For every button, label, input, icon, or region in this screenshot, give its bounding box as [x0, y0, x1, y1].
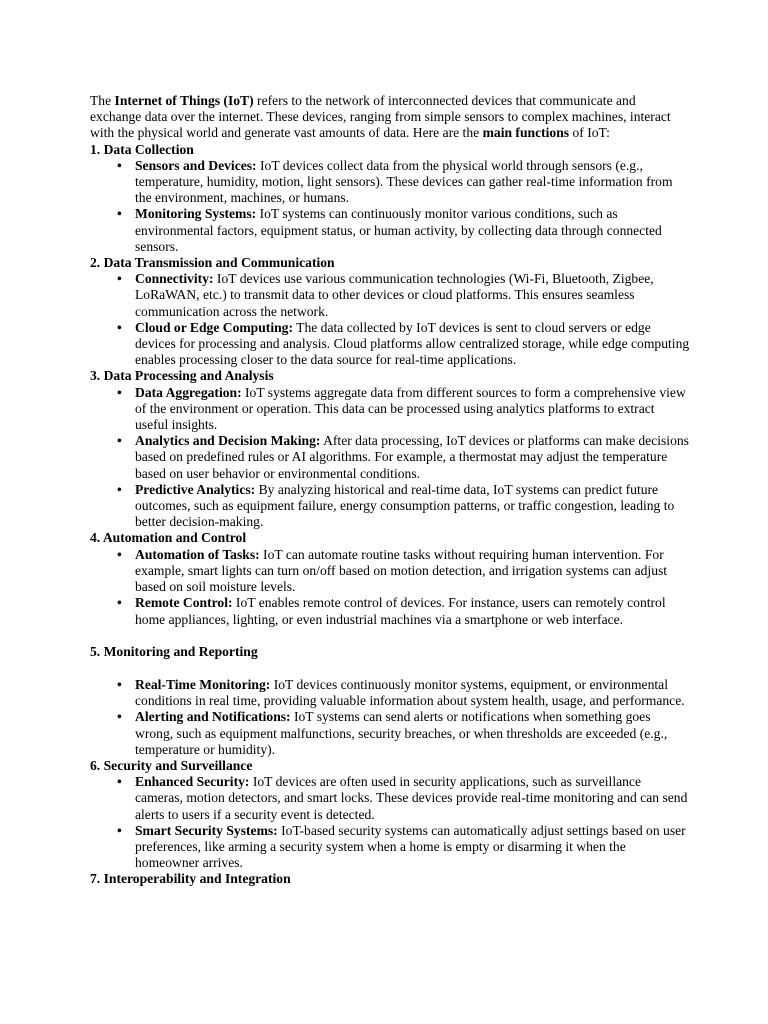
item-text: IoT devices use various communication technologies (Wi-Fi, Bluetooth, Zigbee, LoRaWAN, etc.) to transmit data to other devices or cloud platforms. This ensures seamless communication across the network. — [135, 271, 654, 319]
list-item — [90, 433, 690, 482]
intro-text: of IoT: — [569, 125, 610, 141]
bullet-icon: • — [117, 481, 122, 497]
bullet-icon: • — [117, 822, 122, 838]
bullet-icon: • — [117, 319, 122, 335]
bullet-list — [90, 547, 690, 628]
item-term: Sensors and Devices: — [135, 157, 257, 173]
item-text: IoT devices are often used in security applications, such as surveillance cameras, motion detectors, and smart locks. These devices provide real-time monitoring and can send alerts to users if a security event is detected. — [135, 774, 688, 822]
bullet-icon: • — [117, 774, 122, 790]
section-heading-data-processing: 3. Data Processing and Analysis — [90, 368, 274, 384]
item-term: Analytics and Decision Making: — [135, 433, 321, 449]
intro-text: The — [90, 93, 115, 108]
intro-term-main-functions: main functions — [482, 125, 570, 141]
bullet-list — [90, 158, 690, 255]
bullet-icon: • — [117, 546, 122, 562]
item-text: IoT devices continuously monitor systems, equipment, or environmental conditions in real time, providing valuable information about system health, usage, and performance. — [135, 676, 685, 709]
intro-text: refers to the network of interconnected devices that communicate and exchange data over the internet. These devices, ranging from simple sensors to complex machines, interact with the physical world and generate vast amounts of data. Here are the — [90, 93, 671, 141]
item-text: IoT can automate routine tasks without requiring human intervention. For example, smart lights can turn on/off based on motion detection, and irrigation systems can adjust based on soil moisture levels. — [135, 546, 668, 595]
bullet-icon: • — [117, 206, 122, 222]
item-term: Monitoring Systems: — [135, 206, 257, 222]
section-heading-data-transmission: 2. Data Transmission and Communication — [90, 255, 335, 271]
list-item — [90, 206, 690, 255]
bullet-icon: • — [117, 595, 122, 611]
bullet-icon: • — [117, 157, 122, 173]
item-text: IoT enables remote control of devices. For instance, users can remotely control home appliances, lighting, or even industrial machines via a smartphone or web interface. — [135, 595, 666, 627]
item-term: Connectivity: — [135, 271, 214, 287]
item-text: IoT-based security systems can automatically adjust settings based on user preferences, like arming a security system when a home is empty or disarming it when the homeowner arrives. — [135, 822, 686, 871]
bullet-list — [90, 774, 690, 871]
item-term: Automation of Tasks: — [135, 546, 260, 562]
section-heading-automation: 4. Automation and Control — [90, 530, 247, 546]
list-item — [90, 677, 690, 709]
item-term: Alerting and Notifications: — [135, 709, 291, 725]
bullet-icon: • — [117, 676, 122, 692]
item-text: IoT devices collect data from the physical world through sensors (e.g., temperature, humidity, motion, light sensors). These devices can gather real-time information from the environment, machines, or humans. — [135, 157, 673, 206]
list-item — [90, 823, 690, 872]
list-item — [90, 320, 690, 369]
section-heading-monitoring: 5. Monitoring and Reporting — [90, 643, 258, 659]
item-text: IoT systems aggregate data from different sources to form a comprehensive view of the environment or operation. This data can be processed using analytics platforms to extract useful insights. — [135, 384, 686, 433]
item-text: IoT systems can continuously monitor various conditions, such as environmental factors, equipment status, or human activity, by collecting data through connected sensors. — [135, 206, 662, 254]
item-term: Predictive Analytics: — [135, 481, 256, 497]
list-item — [90, 385, 690, 434]
list-item — [90, 482, 690, 531]
list-item — [90, 271, 690, 320]
bullet-icon: • — [117, 433, 122, 449]
item-text: The data collected by IoT devices is sent to cloud servers or edge devices for processing and analysis. Cloud platforms allow centralized storage, while edge computing enables processing closer to the data source for real-time applications. — [135, 319, 690, 368]
list-item — [90, 595, 690, 627]
item-text: By analyzing historical and real-time data, IoT systems can predict future outcomes, such as equipment failure, energy consumption patterns, or traffic congestion, leading to better decision-making. — [135, 481, 675, 530]
item-term: Cloud or Edge Computing: — [135, 319, 293, 335]
item-term: Enhanced Security: — [135, 774, 250, 790]
section-heading-interoperability: 7. Interoperability and Integration — [90, 871, 291, 887]
item-term: Remote Control: — [135, 595, 233, 611]
bullet-list — [90, 677, 690, 758]
list-item — [90, 158, 690, 207]
intro-paragraph — [90, 93, 690, 142]
item-term: Real-Time Monitoring: — [135, 676, 271, 692]
section-heading-security: 6. Security and Surveillance — [90, 757, 253, 773]
list-item — [90, 774, 690, 823]
intro-term-iot: Internet of Things (IoT) — [114, 93, 254, 108]
bullet-list — [90, 385, 690, 531]
item-text: After data processing, IoT devices or platforms can make decisions based on predefined rules or AI algorithms. For example, a thermostat may adjust the temperature based on user behavior or environmental conditions. — [135, 433, 689, 481]
bullet-icon: • — [117, 384, 122, 400]
list-item — [90, 709, 690, 758]
item-text: IoT systems can send alerts or notifications when something goes wrong, such as equipment malfunctions, security breaches, or when thresholds are exceeded (e.g., temperature or humidity). — [135, 709, 668, 757]
bullet-icon: • — [117, 271, 122, 287]
section-heading-data-collection: 1. Data Collection — [90, 141, 194, 157]
item-term: Smart Security Systems: — [135, 822, 278, 838]
bullet-icon: • — [117, 709, 122, 725]
bullet-list — [90, 271, 690, 368]
item-term: Data Aggregation: — [135, 384, 242, 400]
list-item — [90, 547, 690, 596]
document-page — [90, 93, 690, 888]
